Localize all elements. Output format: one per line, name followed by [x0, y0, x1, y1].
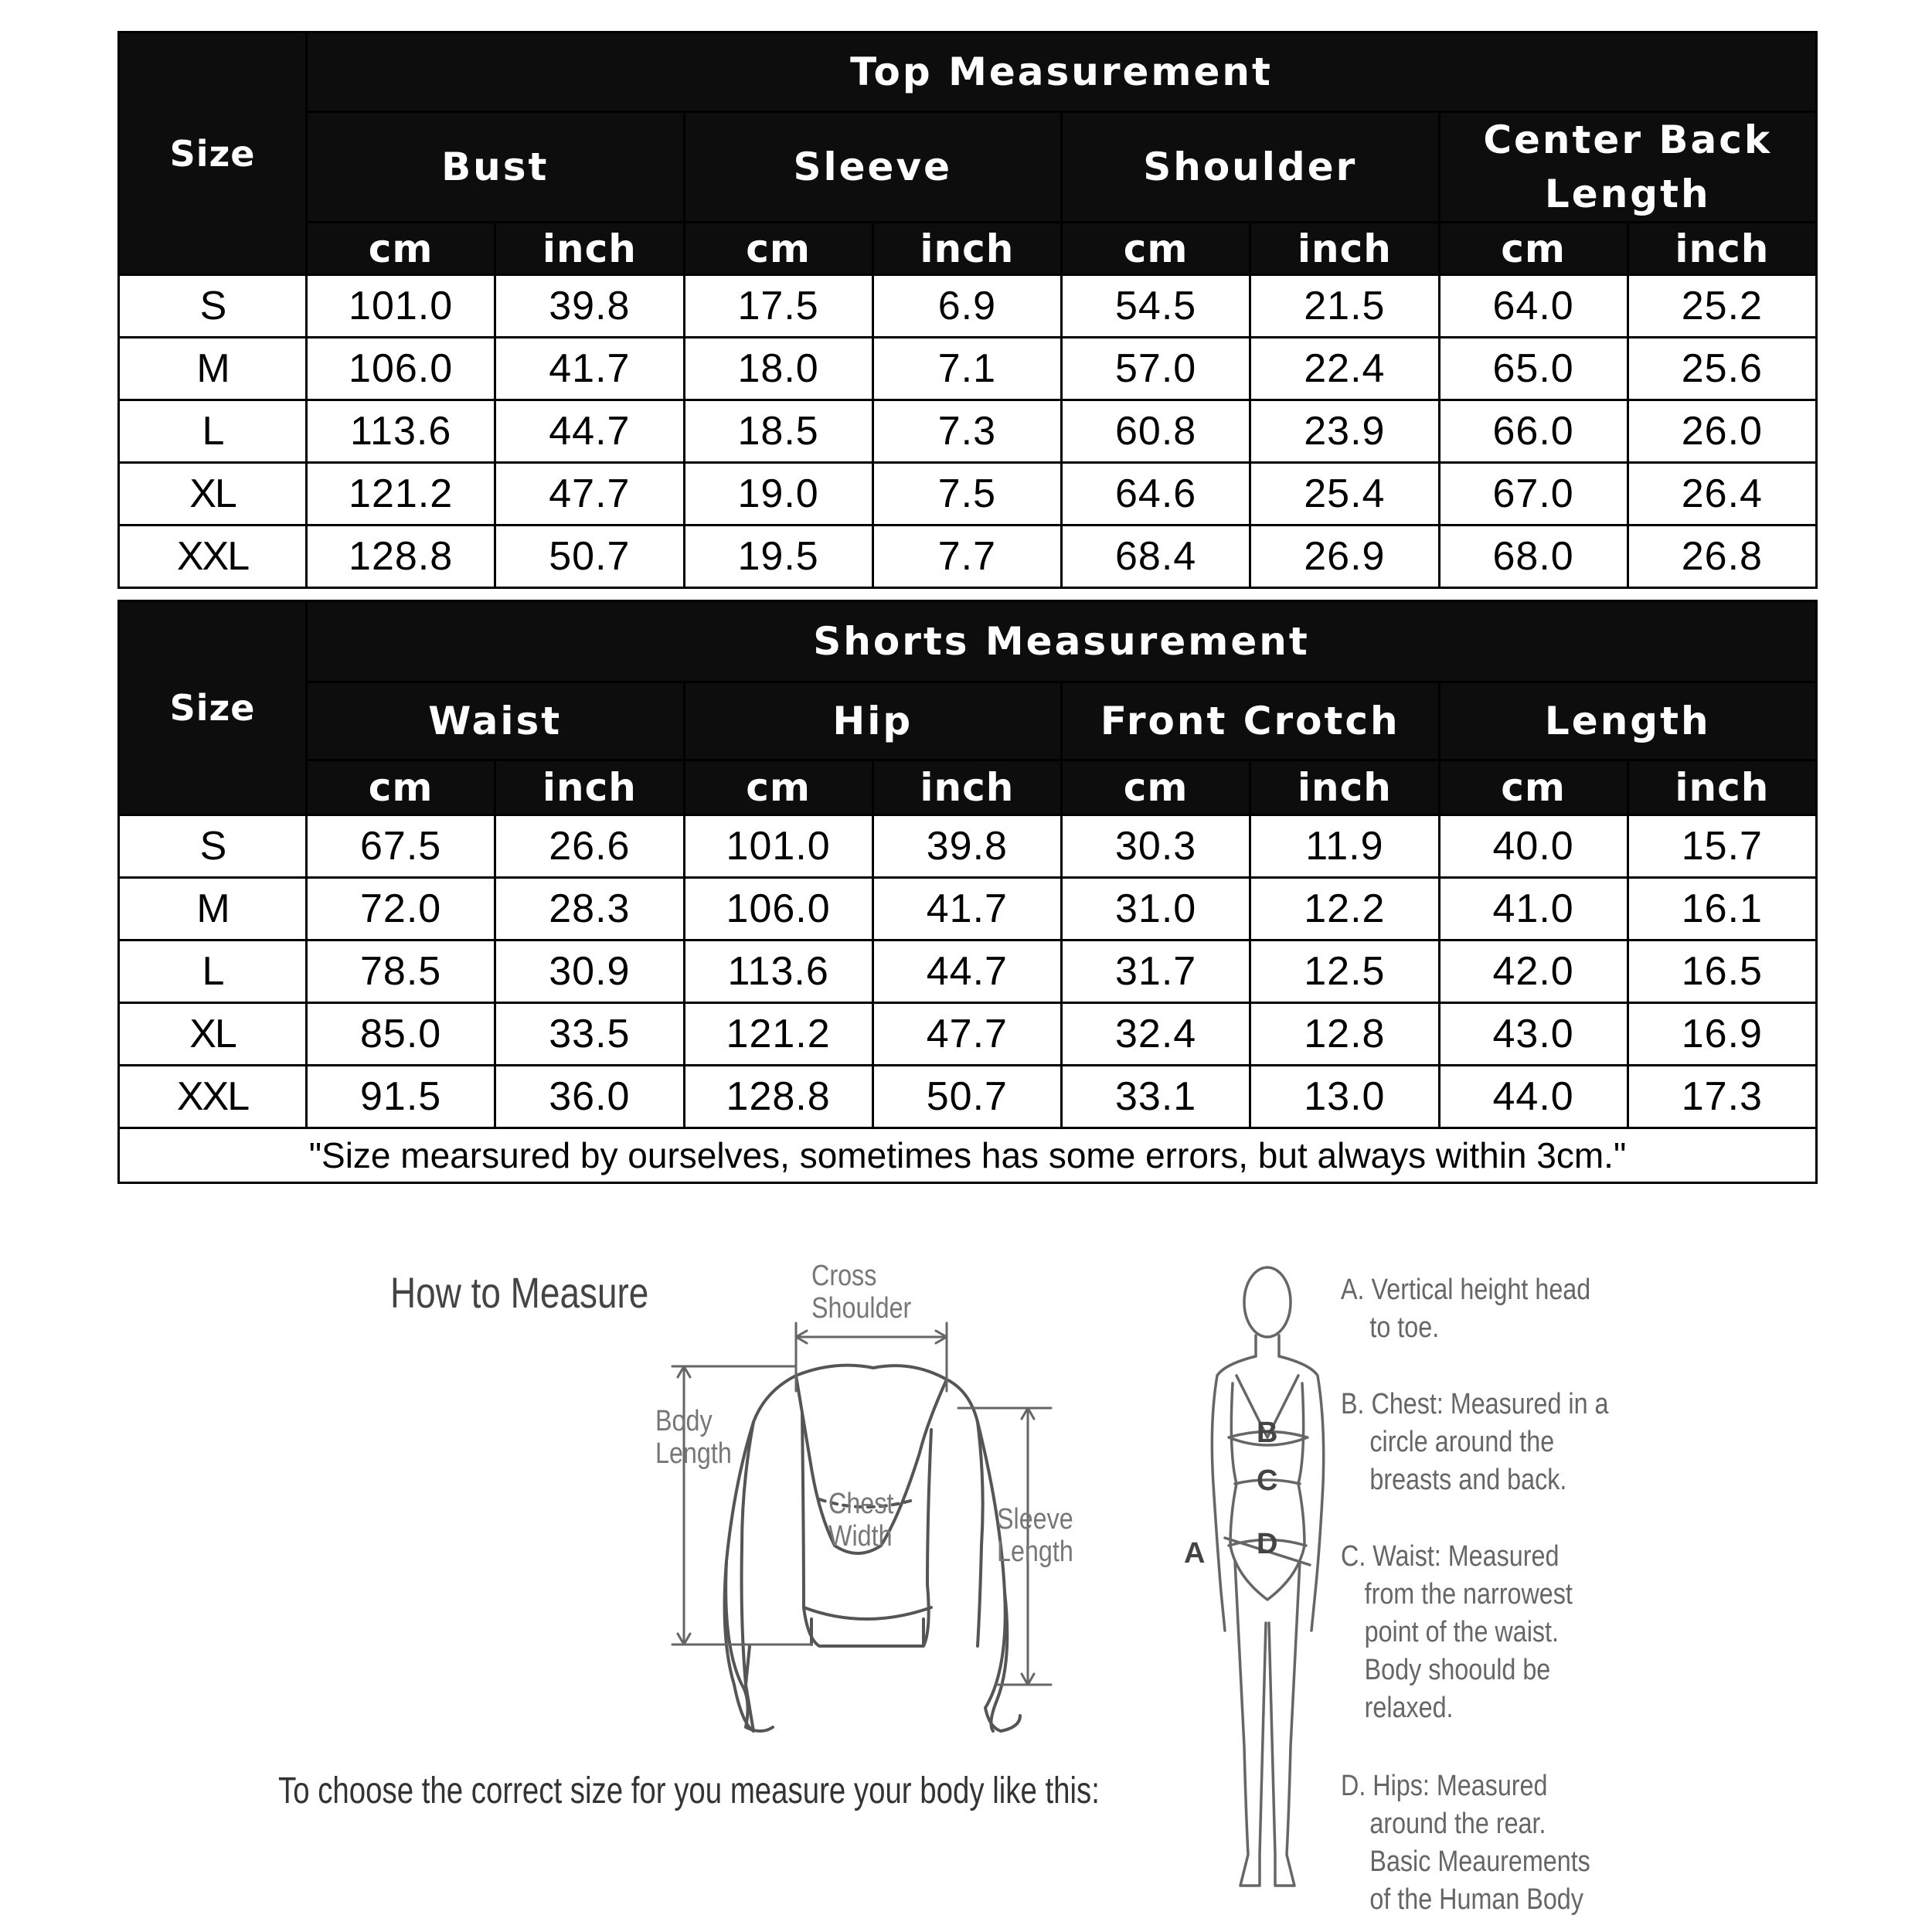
label-line: Length	[655, 1437, 732, 1470]
measurement-cell: 15.7	[1628, 815, 1816, 878]
measurement-cell: 128.8	[307, 526, 495, 588]
measurement-cell: 68.4	[1062, 526, 1250, 588]
column-group-header: Hip	[684, 682, 1062, 760]
measurement-cell: 41.0	[1439, 878, 1628, 940]
unit-header: inch	[495, 760, 684, 815]
measurement-cell: 25.4	[1250, 463, 1439, 526]
legend-line: C. Waist: Measured	[1341, 1540, 1560, 1573]
legend-a	[1341, 1271, 1590, 1347]
unit-header: inch	[1628, 760, 1816, 815]
measurement-cell: 33.1	[1062, 1066, 1250, 1128]
legend-line: relaxed.	[1364, 1692, 1454, 1724]
measurement-cell: 12.2	[1250, 878, 1439, 940]
body-length-label	[655, 1405, 732, 1470]
size-cell: XL	[119, 1003, 307, 1066]
size-cell: L	[119, 400, 307, 463]
label-line: Sleeve	[997, 1503, 1073, 1536]
size-cell: M	[119, 878, 307, 940]
measurement-cell: 44.0	[1439, 1066, 1628, 1128]
legend-line: of the Human Body	[1369, 1883, 1583, 1916]
measurement-cell: 113.6	[684, 940, 872, 1003]
unit-header: cm	[1439, 760, 1628, 815]
measurement-cell: 47.7	[872, 1003, 1061, 1066]
measurement-cell: 42.0	[1439, 940, 1628, 1003]
measurement-cell: 47.7	[495, 463, 684, 526]
marker-c: C	[1257, 1464, 1278, 1497]
measurement-cell: 57.0	[1062, 338, 1250, 400]
legend-line: point of the waist.	[1364, 1616, 1559, 1648]
label-line: Length	[997, 1536, 1073, 1568]
column-group-header: Bust	[307, 112, 685, 223]
unit-header: inch	[872, 760, 1061, 815]
legend-line: Basic Meaurements	[1369, 1845, 1590, 1878]
measurement-cell: 30.3	[1062, 815, 1250, 878]
column-group-header: Center Back Length	[1439, 112, 1817, 223]
choose-size-instruction: To choose the correct size for you measure your body like this:	[278, 1770, 1100, 1811]
measurement-cell: 41.7	[495, 338, 684, 400]
measurement-cell: 78.5	[307, 940, 495, 1003]
measurement-cell: 64.6	[1062, 463, 1250, 526]
measurement-cell: 101.0	[307, 275, 495, 338]
measurement-cell: 43.0	[1439, 1003, 1628, 1066]
measurement-cell: 39.8	[495, 275, 684, 338]
measurement-note: "Size mearsured by ourselves, sometimes has some errors, but always within 3cm."	[119, 1128, 1817, 1183]
measurement-cell: 44.7	[872, 940, 1061, 1003]
measurement-cell: 30.9	[495, 940, 684, 1003]
unit-header: inch	[1250, 223, 1439, 275]
measurement-cell: 121.2	[684, 1003, 872, 1066]
label-line: Body	[655, 1405, 713, 1437]
column-group-header: Length	[1439, 682, 1817, 760]
marker-a: A	[1184, 1537, 1206, 1570]
column-group-header: Front Crotch	[1062, 682, 1440, 760]
how-to-measure-title: How to Measure	[390, 1268, 649, 1317]
measurement-cell: 22.4	[1250, 338, 1439, 400]
label-line: Chest	[828, 1488, 894, 1520]
legend-line: around the rear.	[1369, 1808, 1546, 1840]
size-cell: XXL	[119, 526, 307, 588]
measurement-cell: 19.0	[684, 463, 872, 526]
measurement-cell: 7.1	[872, 338, 1061, 400]
measurement-cell: 101.0	[684, 815, 872, 878]
label-line: Cross	[811, 1260, 877, 1292]
column-group-header: Sleeve	[684, 112, 1062, 223]
measurement-cell: 113.6	[307, 400, 495, 463]
cross-shoulder-label	[811, 1260, 911, 1325]
body-figure-illustration	[1212, 1267, 1323, 1886]
measurement-cell: 16.5	[1628, 940, 1816, 1003]
unit-header: inch	[1250, 760, 1439, 815]
measurement-cell: 60.8	[1062, 400, 1250, 463]
size-cell: XXL	[119, 1066, 307, 1128]
measurement-cell: 91.5	[307, 1066, 495, 1128]
measurement-cell: 39.8	[872, 815, 1061, 878]
measurement-cell: 7.3	[872, 400, 1061, 463]
size-cell: S	[119, 275, 307, 338]
label-line: Shoulder	[811, 1292, 912, 1325]
measurement-cell: 28.3	[495, 878, 684, 940]
measurement-cell: 66.0	[1439, 400, 1628, 463]
marker-d: D	[1257, 1528, 1278, 1560]
measurement-cell: 25.6	[1628, 338, 1816, 400]
legend-line: A. Vertical height head	[1341, 1274, 1591, 1306]
measurement-cell: 25.2	[1628, 275, 1816, 338]
legend-line: from the narrowest	[1364, 1578, 1573, 1611]
size-cell: S	[119, 815, 307, 878]
measurement-cell: 26.8	[1628, 526, 1816, 588]
measurement-cell: 32.4	[1062, 1003, 1250, 1066]
measurement-cell: 26.0	[1628, 400, 1816, 463]
unit-header: cm	[1439, 223, 1628, 275]
measurement-cell: 16.1	[1628, 878, 1816, 940]
legend-line: circle around the	[1369, 1426, 1555, 1458]
measurement-cell: 106.0	[307, 338, 495, 400]
measurement-cell: 12.5	[1250, 940, 1439, 1003]
measurement-cell: 68.0	[1439, 526, 1628, 588]
size-cell: L	[119, 940, 307, 1003]
table-title: Shorts Measurement	[307, 601, 1817, 682]
measurement-cell: 19.5	[684, 526, 872, 588]
measurement-cell: 31.0	[1062, 878, 1250, 940]
unit-header: inch	[872, 223, 1061, 275]
chest-width-label	[828, 1488, 893, 1553]
measurement-cell: 36.0	[495, 1066, 684, 1128]
measurement-cell: 128.8	[684, 1066, 872, 1128]
measurement-cell: 17.3	[1628, 1066, 1816, 1128]
measurement-cell: 6.9	[872, 275, 1061, 338]
measurement-cell: 23.9	[1250, 400, 1439, 463]
measurement-cell: 13.0	[1250, 1066, 1439, 1128]
measurement-cell: 65.0	[1439, 338, 1628, 400]
size-header: Size	[119, 32, 307, 275]
unit-header: cm	[684, 760, 872, 815]
measurement-cell: 33.5	[495, 1003, 684, 1066]
measurement-cell: 54.5	[1062, 275, 1250, 338]
legend-c	[1341, 1538, 1573, 1727]
unit-header: cm	[684, 223, 872, 275]
measurement-cell: 121.2	[307, 463, 495, 526]
measurement-cell: 21.5	[1250, 275, 1439, 338]
legend-b	[1341, 1386, 1609, 1499]
measurement-cell: 41.7	[872, 878, 1061, 940]
measurement-cell: 7.7	[872, 526, 1061, 588]
measurement-cell: 31.7	[1062, 940, 1250, 1003]
unit-header: inch	[1628, 223, 1816, 275]
measurement-cell: 7.5	[872, 463, 1061, 526]
unit-header: cm	[307, 223, 495, 275]
measurement-cell: 50.7	[495, 526, 684, 588]
measurement-cell: 64.0	[1439, 275, 1628, 338]
measurement-cell: 67.5	[307, 815, 495, 878]
measurement-cell: 18.0	[684, 338, 872, 400]
measurement-cell: 26.4	[1628, 463, 1816, 526]
legend-line: breasts and back.	[1369, 1464, 1567, 1496]
measurement-cell: 17.5	[684, 275, 872, 338]
unit-header: cm	[1062, 223, 1250, 275]
sleeve-length-label	[997, 1503, 1073, 1568]
size-header: Size	[119, 601, 307, 815]
measurement-cell: 72.0	[307, 878, 495, 940]
size-cell: M	[119, 338, 307, 400]
marker-b: B	[1257, 1417, 1278, 1449]
legend-line: B. Chest: Measured in a	[1341, 1388, 1609, 1420]
measurement-cell: 40.0	[1439, 815, 1628, 878]
legend-line: to toe.	[1369, 1311, 1440, 1344]
label-line: Width	[828, 1520, 893, 1553]
unit-header: cm	[307, 760, 495, 815]
measurement-cell: 85.0	[307, 1003, 495, 1066]
measurement-cell: 12.8	[1250, 1003, 1439, 1066]
measurement-cell: 18.5	[684, 400, 872, 463]
unit-header: cm	[1062, 760, 1250, 815]
size-cell: XL	[119, 463, 307, 526]
measurement-cell: 106.0	[684, 878, 872, 940]
unit-header: inch	[495, 223, 684, 275]
legend-line: D. Hips: Measured	[1341, 1770, 1548, 1802]
table-title: Top Measurement	[307, 32, 1817, 112]
measurement-cell: 67.0	[1439, 463, 1628, 526]
column-group-header: Waist	[307, 682, 685, 760]
measurement-cell: 26.6	[495, 815, 684, 878]
measurement-cell: 50.7	[872, 1066, 1061, 1128]
legend-line: Body shoould be	[1364, 1654, 1551, 1686]
measurement-cell: 16.9	[1628, 1003, 1816, 1066]
measurement-cell: 44.7	[495, 400, 684, 463]
measurement-cell: 11.9	[1250, 815, 1439, 878]
measurement-cell: 26.9	[1250, 526, 1439, 588]
column-group-header: Shoulder	[1062, 112, 1440, 223]
legend-d	[1341, 1767, 1590, 1919]
